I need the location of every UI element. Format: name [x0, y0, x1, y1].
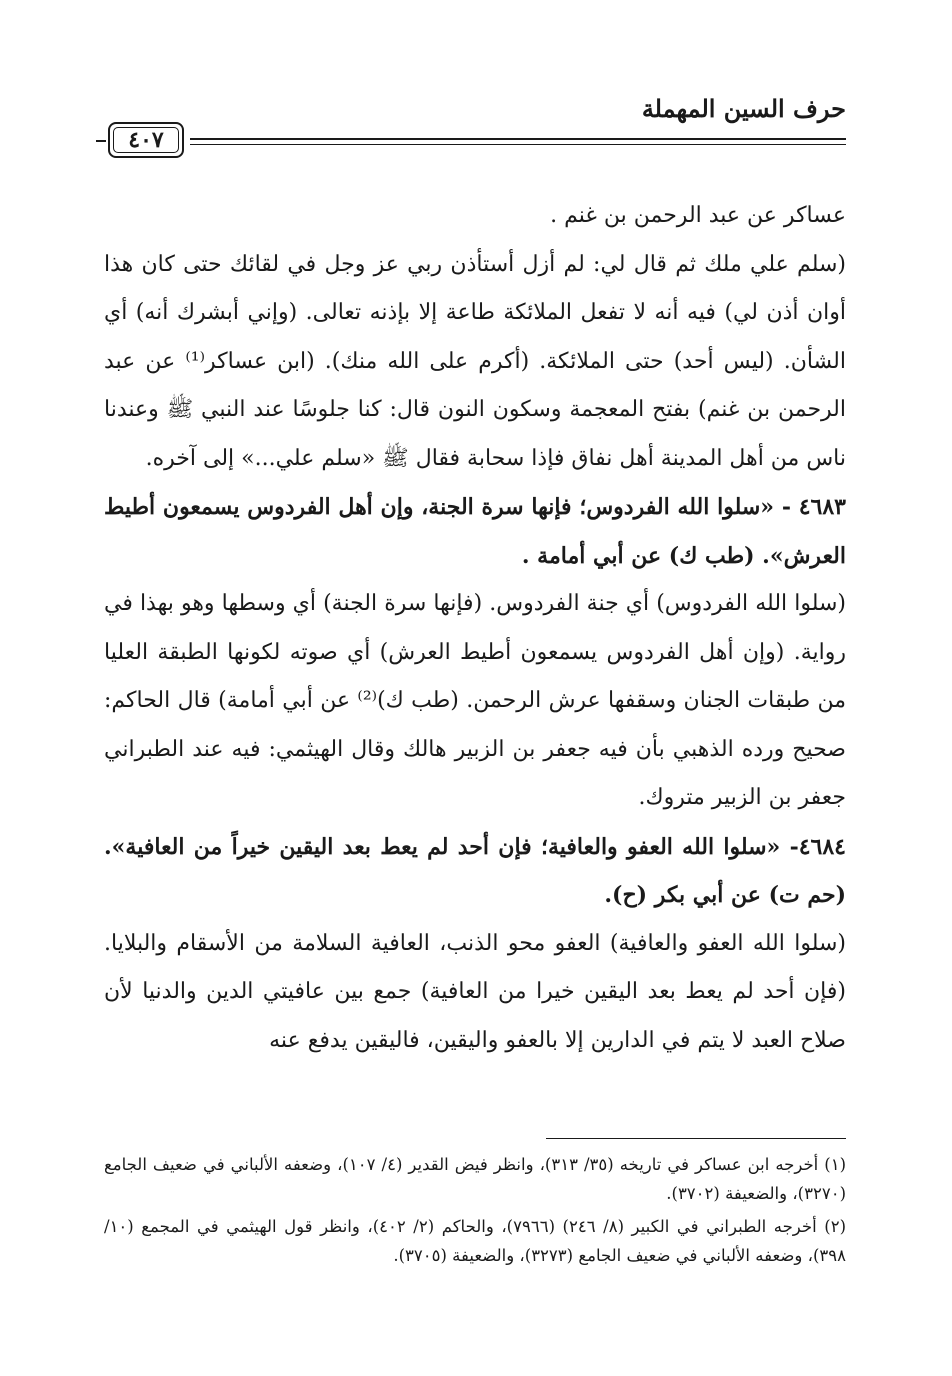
header-rule: [190, 138, 846, 140]
paragraph: (سلوا الله الفردوس) أي جنة الفردوس. (فإنها سرة الجنة) أي وسطها وهو بهذا في رواية. (وإن أهل الفردوس يسمعون أطيط العرش) أي صوته لكونها الطبقة العليا من طبقات الجنان وسقفها عرش الرحمن. (طب ك)⁽²⁾ عن أبي أمامة) قال الحاكم: صحيح ورده الذهبي بأن فيه جعفر بن الزبير هالك وقال الهيثمي: فيه عند الطبراني جعفر بن الزبير متروك.: [104, 591, 847, 810]
footnote: (١) أخرجه ابن عساكر في تاريخه (٣٥/ ٣١٣)، وانظر فيض القدير (٤/ ١٠٧)، وضعفه الألباني في ضعيف الجامع (٣٢٧٠)، والضعيفة (٣٧٠٢).: [104, 1155, 847, 1203]
running-header: [104, 92, 846, 153]
footnote: (٢) أخرجه الطبراني في الكبير (٨/ ٢٤٦) (٧٩٦٦)، والحاكم (٢/ ٤٠٢)، وانظر قول الهيثمي في المجمع (١٠/ ٣٩٨)، وضعفه الألباني في ضعيف الجامع (٣٢٧٣)، والضعيفة (٣٧٠٥).: [104, 1217, 846, 1265]
paragraph: عساكر عن عبد الرحمن بن غنم .: [550, 203, 846, 228]
hadith-paragraph: ٤٦٨٤- «سلوا الله العفو والعافية؛ فإن أحد لم يعط بعد اليقين خيراً من العافية». (حم ت) عن أبي بكر (ح).: [104, 833, 846, 908]
book-page: [104, 92, 846, 1342]
chapter-title: حرف السين المهملة: [641, 94, 846, 123]
paragraph: (سلوا الله العفو والعافية) العفو محو الذنب، العافية السلامة من الأسقام والبلايا. (فإن أحد لم يعط بعد اليقين خيرا من العافية) جمع بين عافيتي الدين والدنيا لأن صلاح العبد لا يتم في الدارين إلا بالعفو واليقين، فاليقين يدفع عنه: [104, 930, 846, 1053]
header-rule-thin: [190, 144, 846, 145]
footnote-rule: [546, 1138, 846, 1139]
body-text: [104, 192, 846, 1065]
paragraph: (سلم علي ملك ثم قال لي: لم أزل أستأذن ربي عز وجل في لقائك حتى كان هذا أوان أذن لي) فيه أنه لا تفعل الملائكة طاعة إلا بإذنه تعالى. (وإني أبشرك أنه) أي الشأن. (ليس أحد) حتى الملائكة. (أكرم على الله منك). (ابن عساكر⁽¹⁾ عن عبد الرحمن بن غنم) بفتح المعجمة وسكون النون قال: كنا جلوسًا عند النبي ﷺ وعندنا ناس من أهل المدينة أهل نفاق فإذا سحابة فقال ﷺ «سلم علي...» إلى آخره.: [104, 251, 847, 471]
page-number-ornament: [96, 140, 106, 142]
footnotes: [104, 1150, 846, 1274]
hadith-paragraph: ٤٦٨٣ - «سلوا الله الفردوس؛ فإنها سرة الجنة، وإن أهل الفردوس يسمعون أطيط العرش». (طب ك) عن أبي أمامة .: [104, 494, 846, 569]
page-number: ٤٠٧: [108, 122, 184, 158]
